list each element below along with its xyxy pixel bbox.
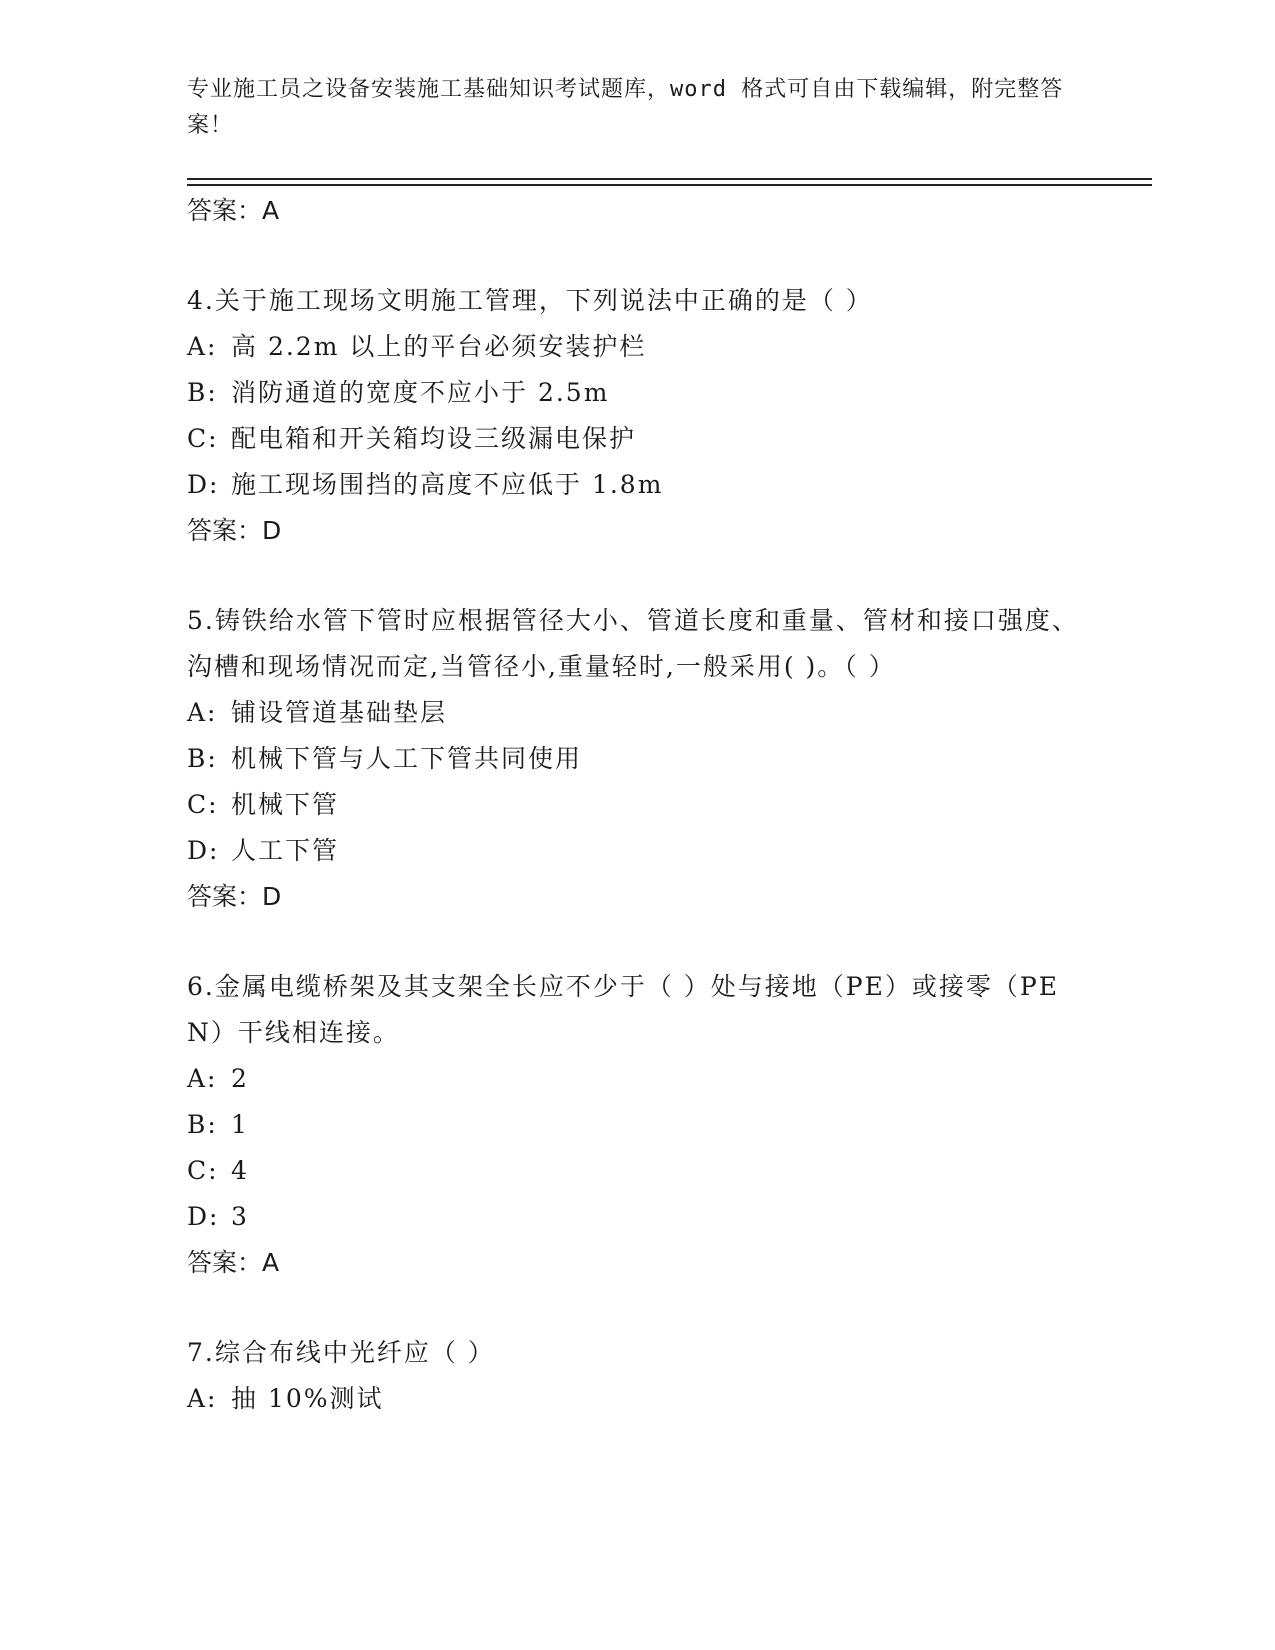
option-text: 消防通道的宽度不应小于 2.5m — [231, 378, 610, 407]
option-c — [187, 416, 1087, 462]
option-b — [187, 370, 1087, 416]
header-divider-top — [187, 178, 1152, 180]
option-text: 高 2.2m 以上的平台必须安装护栏 — [231, 332, 647, 361]
option-key: A: — [187, 332, 218, 361]
option-text: 施工现场围挡的高度不应低于 1.8m — [231, 470, 664, 499]
answer-line: 答案：D — [187, 882, 282, 911]
option-b — [187, 736, 1087, 782]
option-key: D: — [187, 836, 220, 865]
option-text: 机械下管 — [231, 790, 340, 819]
header-divider-bottom — [187, 184, 1152, 186]
option-key: B: — [187, 1110, 218, 1139]
option-text: 配电箱和开关箱均设三级漏电保护 — [231, 424, 637, 453]
option-text: 机械下管与人工下管共同使用 — [231, 744, 583, 773]
option-text: 抽 10%测试 — [231, 1384, 384, 1413]
option-key: A: — [187, 1384, 218, 1413]
option-a — [187, 1376, 1087, 1422]
option-text: 人工下管 — [231, 836, 340, 865]
option-text: 1 — [231, 1110, 249, 1139]
answer-line: 答案：A — [187, 196, 280, 225]
question-stem: 5.铸铁给水管下管时应根据管径大小、管道长度和重量、管材和接口强度、沟槽和现场情况而定,当管径小,重量轻时,一般采用( )。（ ） — [187, 606, 1079, 681]
answer-line: 答案：D — [187, 516, 282, 545]
option-key: C: — [187, 424, 219, 453]
option-key: A: — [187, 1064, 218, 1093]
option-text: 2 — [231, 1064, 249, 1093]
option-key: B: — [187, 744, 218, 773]
option-key: C: — [187, 1156, 219, 1185]
option-key: C: — [187, 790, 219, 819]
option-text: 铺设管道基础垫层 — [231, 698, 448, 727]
option-d — [187, 462, 1087, 508]
option-text: 4 — [231, 1156, 249, 1185]
document-header: 专业施工员之设备安装施工基础知识考试题库，word 格式可自由下载编辑，附完整答案！ — [187, 77, 1064, 138]
option-a — [187, 1056, 1087, 1102]
question-stem: 7.综合布线中光纤应（ ） — [187, 1338, 495, 1367]
question-4 — [187, 278, 1087, 554]
option-key: D: — [187, 470, 220, 499]
option-c — [187, 782, 1087, 828]
question-stem: 4.关于施工现场文明施工管理，下列说法中正确的是（ ） — [187, 286, 873, 315]
option-c — [187, 1148, 1087, 1194]
option-key: A: — [187, 698, 218, 727]
question-6 — [187, 964, 1087, 1286]
question-7 — [187, 1330, 1087, 1422]
option-key: D: — [187, 1202, 220, 1231]
option-d — [187, 1194, 1087, 1240]
question-5 — [187, 598, 1087, 920]
option-d — [187, 828, 1087, 874]
option-a — [187, 324, 1087, 370]
option-key: B: — [187, 378, 218, 407]
answer-line: 答案：A — [187, 1248, 280, 1277]
option-text: 3 — [231, 1202, 249, 1231]
option-b — [187, 1102, 1087, 1148]
question-stem: 6.金属电缆桥架及其支架全长应不少于（ ）处与接地（PE）或接零（PEN）干线相连接。 — [187, 972, 1059, 1047]
option-a — [187, 690, 1087, 736]
question-list — [187, 188, 1087, 1422]
